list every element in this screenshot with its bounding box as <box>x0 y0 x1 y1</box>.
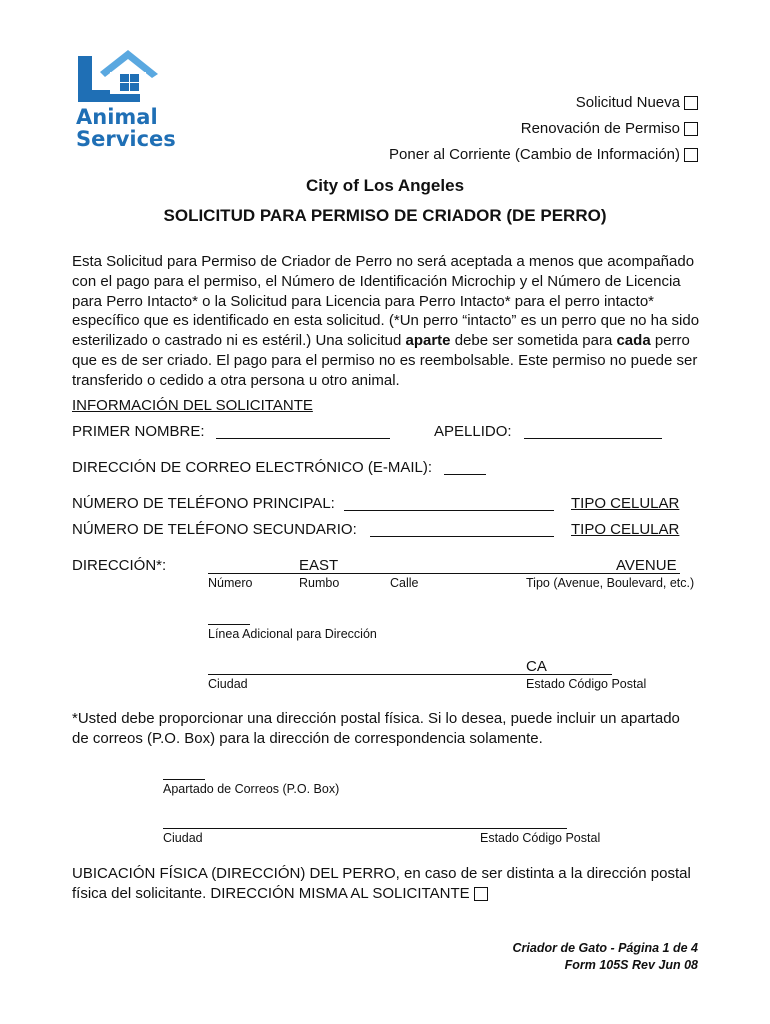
ciudad-caption: Ciudad <box>208 677 248 691</box>
po-box-field[interactable] <box>163 779 205 780</box>
rumbo-caption: Rumbo <box>299 576 340 590</box>
intro-bold-2: cada <box>616 332 651 350</box>
house-logo-icon <box>74 50 164 106</box>
last-name-label: APELLIDO: <box>434 423 512 440</box>
logo-line2: Services <box>76 127 176 151</box>
checkbox-row-new[interactable] <box>576 94 698 111</box>
mailing-ciudad-caption: Ciudad <box>163 831 203 845</box>
checkbox-row-update[interactable] <box>389 146 698 163</box>
checkbox-row-renewal[interactable] <box>521 120 698 137</box>
checkbox-label: Poner al Corriente (Cambio de Información) <box>389 146 680 163</box>
dog-location-label: UBICACIÓN FÍSICA (DIRECCIÓN) DEL PERRO, en caso de ser distinta a la dirección postal física del solicitante. DIRECCIÓN MISMA AL SOLICITANTE <box>72 865 691 902</box>
postal-note: *Usted debe proporcionar una dirección postal física. Si lo desea, puede incluir un apartado de correos (P.O. Box) para la dirección de correspondencia solamente. <box>72 710 680 747</box>
email-field[interactable] <box>444 474 486 475</box>
footer-page: Criador de Gato - Página 1 de 4 <box>512 941 698 955</box>
tipo-caption: Tipo (Avenue, Boulevard, etc.) <box>526 576 695 590</box>
intro-text-1: Esta Solicitud para Permiso de Criador de Perro no será aceptada a menos que acompañado con el pago para el permiso, el Número de Identificación Microchip y el Número de Licencia para Perro Intacto* o la Solicitud para Licencia para Perro Intacto* para el perro intacto* específico que es identificado en esta solicitud. (*Un perro “intacto” es un perro que no ha sido esterilizado o castrado ni es estéril.) Una solicitud <box>72 253 700 350</box>
dog-location-text <box>72 864 700 904</box>
phone1-label: NÚMERO DE TELÉFONO PRINCIPAL: <box>72 495 335 512</box>
update-info-checkbox[interactable] <box>684 148 698 162</box>
checkbox-label: Solicitud Nueva <box>575 94 680 111</box>
address-label: DIRECCIÓN*: <box>72 557 167 574</box>
intro-text-3: perro que es de ser criado. El pago para el permiso no es reembolsable. Este permiso no puede ser transferido o cedido a otra persona u otro animal. <box>72 332 698 389</box>
same-address-checkbox[interactable] <box>474 887 488 901</box>
phone1-type[interactable]: TIPO CELULAR <box>571 495 680 512</box>
mailing-estado-caption: Estado Código Postal <box>480 831 601 845</box>
renewal-checkbox[interactable] <box>684 122 698 136</box>
applicant-section-title: INFORMACIÓN DEL SOLICITANTE <box>72 397 313 414</box>
address-type-value[interactable]: AVENUE <box>616 557 677 574</box>
calle-caption: Calle <box>390 576 419 590</box>
extra-line-caption: Línea Adicional para Dirección <box>208 627 377 641</box>
new-application-checkbox[interactable] <box>684 96 698 110</box>
la-animal-services-logo <box>74 50 176 151</box>
phone2-field[interactable] <box>370 536 554 537</box>
address-direction-value[interactable]: EAST <box>299 557 339 574</box>
form-title: SOLICITUD PARA PERMISO DE CRIADOR (DE PERRO) <box>163 206 607 225</box>
phone1-field[interactable] <box>344 510 554 511</box>
intro-paragraph <box>72 252 700 391</box>
intro-bold-1: aparte <box>405 332 451 350</box>
mailing-city-state-zip-field[interactable] <box>163 828 567 829</box>
po-box-caption: Apartado de Correos (P.O. Box) <box>163 782 340 796</box>
estado-caption: Estado Código Postal <box>526 677 647 691</box>
intro-text-2: debe ser sometida para <box>450 332 617 350</box>
state-value[interactable]: CA <box>526 658 547 675</box>
phone2-label: NÚMERO DE TELÉFONO SECUNDARIO: <box>72 521 357 538</box>
city-state-zip-field[interactable] <box>208 674 612 675</box>
email-label: DIRECCIÓN DE CORREO ELECTRÓNICO (E-MAIL): <box>72 459 433 476</box>
phone2-type[interactable]: TIPO CELULAR <box>571 521 680 538</box>
first-name-label: PRIMER NOMBRE: <box>72 423 205 440</box>
logo-line1: Animal <box>76 105 158 129</box>
first-name-field[interactable] <box>216 438 390 439</box>
address-street-field[interactable] <box>208 573 680 574</box>
last-name-field[interactable] <box>524 438 662 439</box>
numero-caption: Número <box>208 576 253 590</box>
checkbox-label: Renovación de Permiso <box>520 120 680 137</box>
city-title: City of Los Angeles <box>305 176 465 195</box>
address-extra-line-field[interactable] <box>208 624 250 625</box>
footer-form: Form 105S Rev Jun 08 <box>564 958 698 972</box>
